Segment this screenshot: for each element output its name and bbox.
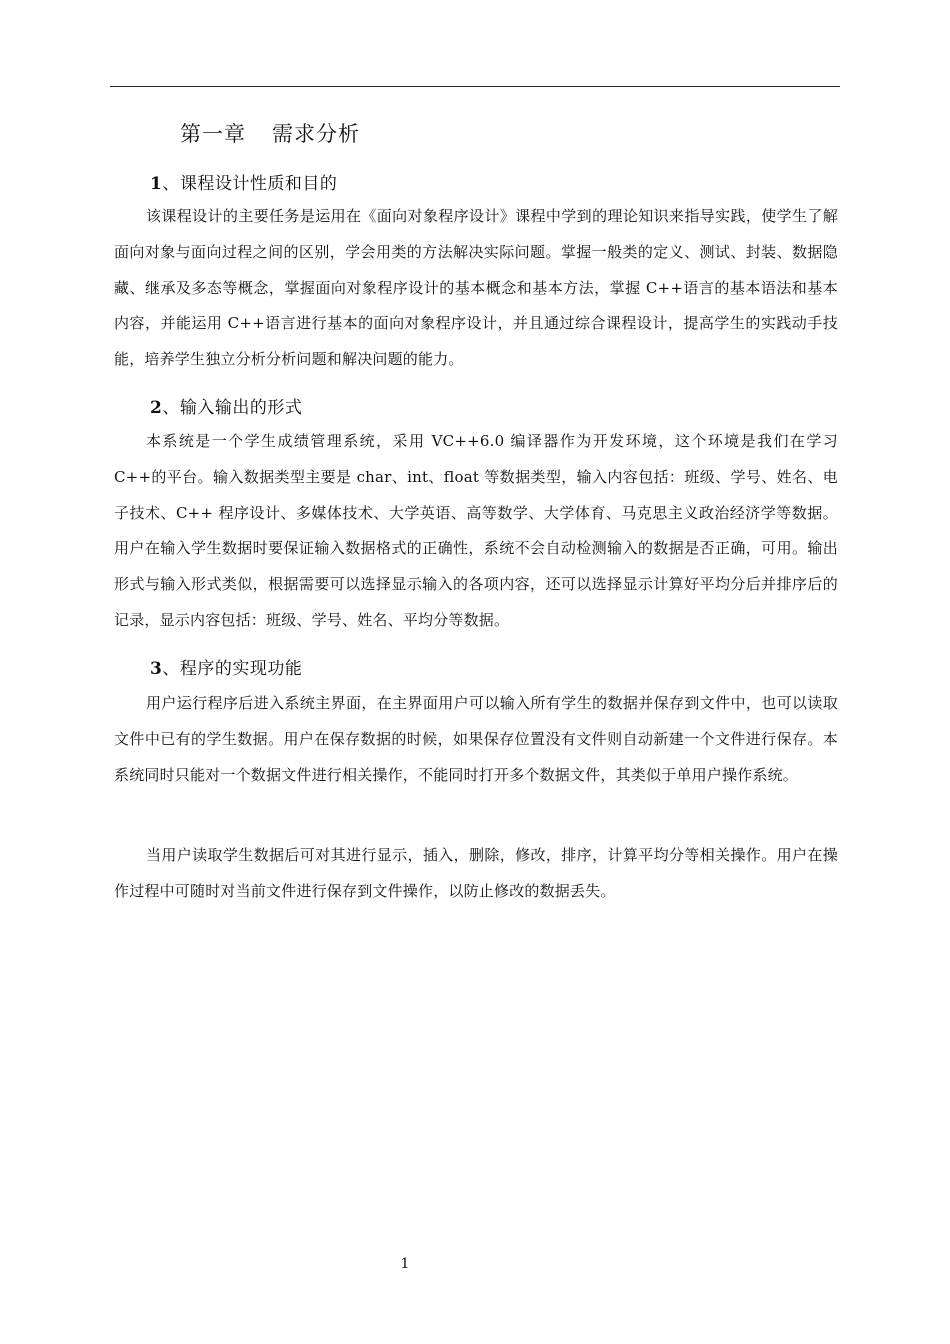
section-title: 、课程设计性质和目的 bbox=[162, 174, 338, 194]
section-title: 、程序的实现功能 bbox=[162, 659, 303, 679]
page-number: 1 bbox=[400, 1256, 410, 1272]
section-title: 、输入输出的形式 bbox=[162, 398, 303, 418]
section-number: 1 bbox=[150, 174, 163, 194]
chapter-title bbox=[180, 118, 360, 148]
paragraph-purpose: 该课程设计的主要任务是运用在《面向对象程序设计》课程中学到的理论知识来指导实践，使学生了解面向对象与面向过程之间的区别，学会用类的方法解决实际问题。掌握一般类的定义、测试、封装、数据隐藏、继承及多态等概念，掌握面向对象程序设计的基本概念和基本方法，掌握 C++语言的基本语法和基本内容，并能运用 C++语言进行基本的面向对象程序设计，并且通过综合课程设计，提高学生的实践动手技能，培养学生独立分析分析问题和解决问题的能力。 bbox=[114, 207, 838, 369]
paragraph-functions-2: 当用户读取学生数据后可对其进行显示，插入，删除，修改，排序，计算平均分等相关操作。用户在操作过程中可随时对当前文件进行保存到文件操作，以防止修改的数据丢失。 bbox=[114, 846, 838, 900]
section-heading-1 bbox=[150, 169, 337, 194]
header-rule bbox=[110, 86, 840, 87]
chapter-name: 需求分析 bbox=[272, 122, 360, 146]
paragraph-functions-1: 用户运行程序后进入系统主界面，在主界面用户可以输入所有学生的数据并保存到文件中，也可以读取文件中已有的学生数据。用户在保存数据的时候，如果保存位置没有文件则自动新建一个文件进行保存。本系统同时只能对一个数据文件进行相关操作，不能同时打开多个数据文件，其类似于单用户操作系统。 bbox=[114, 694, 838, 784]
chapter-number: 第一章 bbox=[180, 122, 246, 146]
section-heading-2 bbox=[150, 393, 302, 418]
paragraph-io-format: 本系统是一个学生成绩管理系统，采用 VC++6.0 编译器作为开发环境，这个环境是我们在学习C++的平台。输入数据类型主要是 char、int、float 等数据类型，输入内容包括：班级、学号、姓名、电子技术、C++ 程序设计、多媒体技术、大学英语、高等数学、大学体育、马克思主义政治经济学等数据。用户在输入学生数据时要保证输入数据格式的正确性，系统不会自动检测输入的数据是否正确，可用。输出形式与输入形式类似，根据需要可以选择显示输入的各项内容，还可以选择显示计算好平均分后并排序后的记录，显示内容包括：班级、学号、姓名、平均分等数据。 bbox=[114, 432, 838, 629]
section-number: 2 bbox=[150, 398, 163, 418]
section-number: 3 bbox=[150, 659, 163, 679]
section-heading-3 bbox=[150, 654, 302, 679]
